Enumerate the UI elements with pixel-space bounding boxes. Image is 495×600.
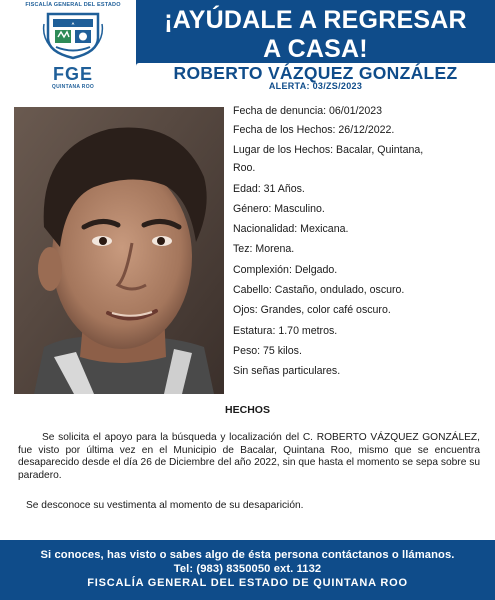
detail-nacionalidad: Nacionalidad: Mexicana.: [233, 223, 349, 236]
vestimenta-note: Se desconoce su vestimenta al momento de su desaparición.: [26, 500, 304, 511]
shield-emblem-icon: [42, 10, 104, 60]
detail-peso: Peso: 75 kilos.: [233, 344, 302, 357]
detail-ojos: Ojos: Grandes, color café oscuro.: [233, 304, 391, 317]
detail-senas: Sin señas particulares.: [233, 365, 341, 378]
detail-tez: Tez: Morena.: [233, 243, 295, 256]
missing-person-name: ROBERTO VÁZQUEZ GONZÁLEZ: [173, 63, 458, 83]
portrait-image: [14, 107, 224, 394]
hechos-heading: HECHOS: [225, 404, 270, 416]
detail-estatura: Estatura: 1.70 metros.: [233, 324, 338, 337]
detail-edad: Edad: 31 Años.: [233, 182, 305, 195]
person-details: [233, 105, 483, 386]
detail-fecha-hechos: Fecha de los Hechos: 26/12/2022.: [233, 124, 395, 136]
headline-line-2: A CASA!: [263, 35, 368, 63]
detail-genero: Género: Masculino.: [233, 202, 325, 215]
logo-top-text: FISCALÍA GENERAL DEL ESTADO: [25, 2, 121, 8]
detail-lugar-hechos: Lugar de los Hechos: Bacalar, Quintana,: [233, 144, 424, 157]
name-bar: [136, 63, 495, 92]
alert-number: ALERTA: 03/ZS/2023: [268, 81, 363, 91]
detail-fecha-denuncia: Fecha de denuncia: 06/01/2023: [233, 105, 383, 117]
title-banner: [136, 0, 495, 92]
contact-footer: [0, 540, 495, 600]
header: [0, 0, 495, 92]
hechos-paragraph: Se solicita el apoyo para la búsqueda y localización del C. ROBERTO VÁZQUEZ GONZÁLEZ, fue visto por última vez en el Municipio de Bacalar, Quintana Roo, mismo que se encuentra desaparecido desde el día 26 de Diciembre del año 2022, sin que hasta el momento se sepa sobre su paradero.: [18, 432, 480, 481]
detail-complexion: Complexión: Delgado.: [233, 263, 338, 276]
headline: [136, 6, 495, 64]
person-photo: [14, 107, 224, 394]
detail-cabello: Cabello: Castaño, ondulado, oscuro.: [233, 284, 405, 297]
logo-bottom-text: QUINTANA ROO: [51, 84, 95, 90]
fge-logo: [18, 0, 128, 92]
footer-phone: Tel: (983) 8350050 ext. 1132: [173, 563, 322, 575]
footer-agency: FISCALÍA GENERAL DEL ESTADO DE QUINTANA ROO: [87, 577, 408, 589]
detail-lugar-hechos-cont: Roo.: [233, 162, 256, 175]
logo-acronym: FGE: [52, 64, 93, 84]
footer-contact-request: Si conoces, has visto o sabes algo de ésta persona contáctanos o llámanos.: [40, 549, 455, 561]
headline-line-1: ¡AYÚDALE A REGRESAR: [164, 6, 467, 34]
